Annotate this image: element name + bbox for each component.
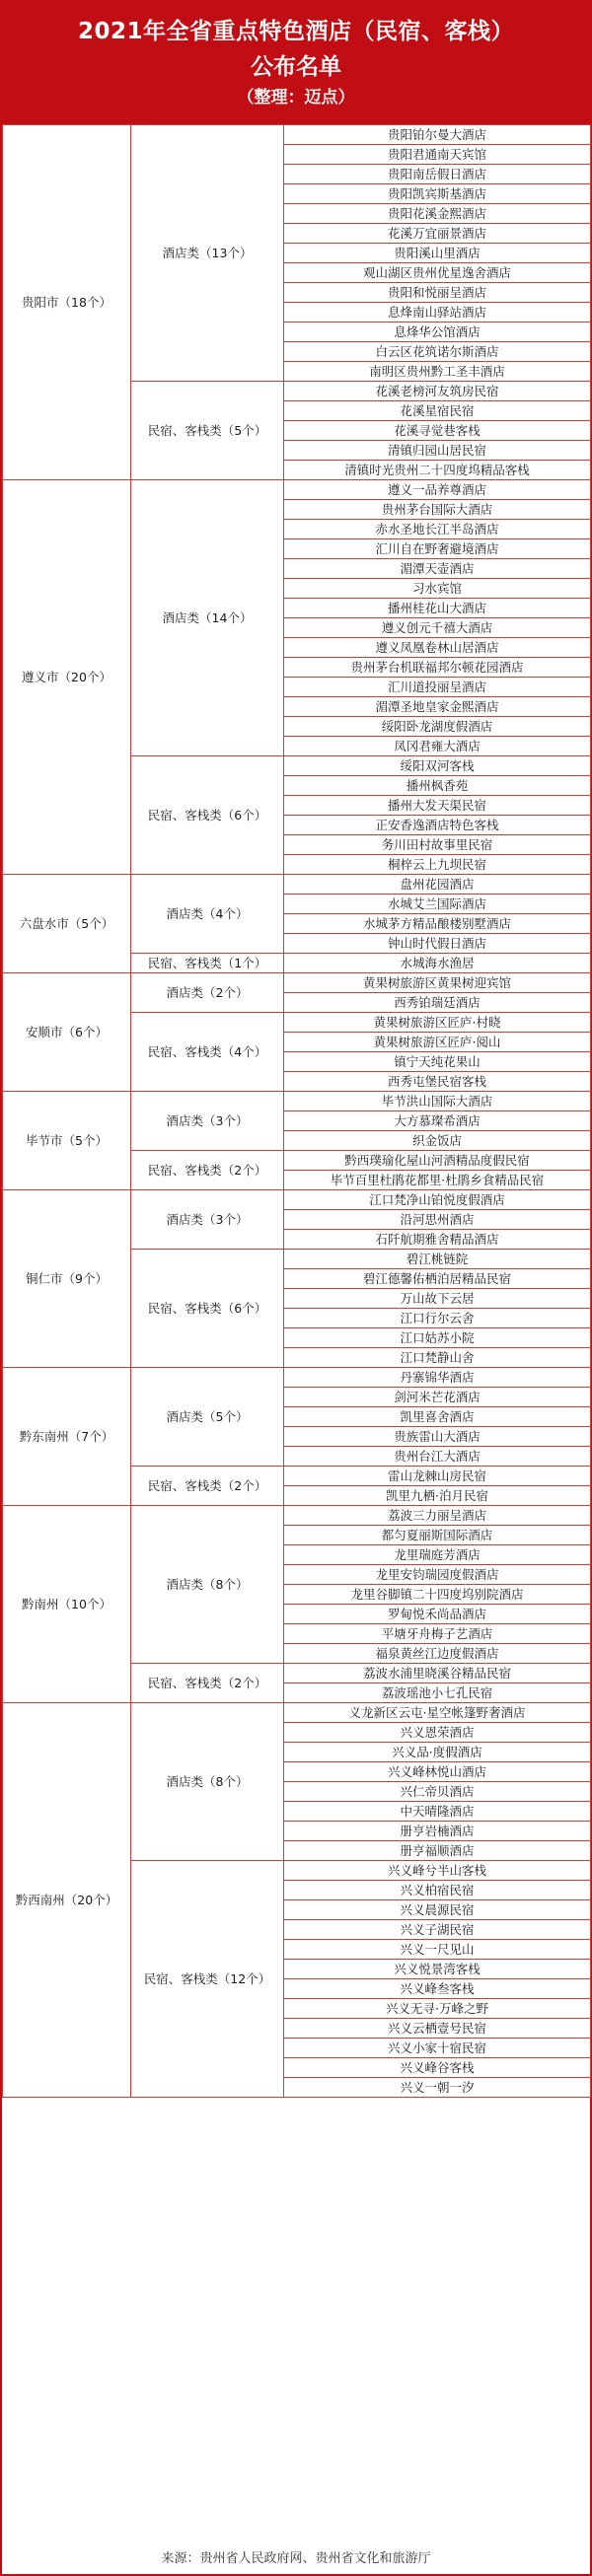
category-cell: 酒店类（3个） — [131, 1092, 284, 1151]
hotel-name-cell: 白云区花筑诺尔斯酒店 — [284, 342, 591, 362]
category-cell: 酒店类（14个） — [131, 480, 284, 756]
hotel-name-cell: 贵州台江大酒店 — [284, 1447, 591, 1467]
hotel-name-cell: 福泉黄丝江边度假酒店 — [284, 1644, 591, 1664]
region-name-cell: 黔南州（10个） — [3, 1506, 131, 1703]
document-title-line2: 公布名单 — [251, 54, 341, 80]
hotel-name-cell: 镇宁天纯花果山 — [284, 1052, 591, 1072]
category-cell: 酒店类（3个） — [131, 1190, 284, 1250]
hotel-name-cell: 正安香逸酒店特色客栈 — [284, 816, 591, 835]
hotel-name-cell: 碧江德馨佑栖泊居精品民宿 — [284, 1269, 591, 1289]
hotel-name-cell: 丹寨锦华酒店 — [284, 1368, 591, 1388]
hotel-name-cell: 播州桂花山大酒店 — [284, 599, 591, 618]
hotel-name-cell: 剑河米芒花酒店 — [284, 1388, 591, 1407]
table-row — [3, 1703, 591, 1723]
hotel-name-cell: 兴义小家十宿民宿 — [284, 2039, 591, 2058]
hotel-name-cell: 息烽华公馆酒店 — [284, 322, 591, 342]
hotel-name-cell: 湄潭圣地皇家金熙酒店 — [284, 697, 591, 717]
table-row — [3, 1368, 591, 1388]
hotel-name-cell: 江口梵净山铂悦度假酒店 — [284, 1190, 591, 1210]
table-row — [3, 1506, 591, 1526]
table-row — [3, 1092, 591, 1111]
hotel-name-cell: 贵族雷山大酒店 — [284, 1427, 591, 1447]
hotel-name-cell: 册亨福顺酒店 — [284, 1841, 591, 1861]
hotel-name-cell: 沿河思州酒店 — [284, 1210, 591, 1230]
hotel-name-cell: 水城海水渔居 — [284, 954, 591, 973]
hotel-name-cell: 花溪寻觉巷客栈 — [284, 421, 591, 441]
hotel-name-cell: 兴义一尺见山 — [284, 1940, 591, 1960]
hotel-name-cell: 兴义悦景湾客栈 — [284, 1960, 591, 1979]
region-name-cell: 安顺市（6个） — [3, 973, 131, 1092]
hotel-name-cell: 习水宾馆 — [284, 579, 591, 599]
document-subtitle: （整理：迈点） — [237, 88, 355, 107]
hotel-name-cell: 兴义无寻·万峰之野 — [284, 1999, 591, 2019]
hotel-name-cell: 兴义品·度假酒店 — [284, 1743, 591, 1762]
hotel-name-cell: 碧江桃链院 — [284, 1250, 591, 1269]
table-row — [3, 875, 591, 894]
category-cell: 民宿、客栈类（12个） — [131, 1861, 284, 2098]
category-cell: 酒店类（13个） — [131, 125, 284, 382]
hotel-name-cell: 龙里瑞庭芳酒店 — [284, 1545, 591, 1565]
hotel-name-cell: 凤冈君雍大酒店 — [284, 737, 591, 756]
hotel-name-cell: 凯里九栖·泊月民宿 — [284, 1486, 591, 1506]
hotel-name-cell: 江口梵静山舍 — [284, 1348, 591, 1368]
hotel-name-cell: 兴义柏宿民宿 — [284, 1881, 591, 1900]
hotel-name-cell: 龙里安钧瑞园度假酒店 — [284, 1565, 591, 1585]
hotel-name-cell: 荔波水浦里晓溪谷精品民宿 — [284, 1664, 591, 1683]
hotel-name-cell: 龙里谷脚镇二十四度坞别院酒店 — [284, 1585, 591, 1605]
hotel-name-cell: 兴义峰兮半山客栈 — [284, 1861, 591, 1881]
hotel-name-cell: 贵阳花溪金熙酒店 — [284, 204, 591, 224]
hotel-name-cell: 黔西璞瑜化屋山河酒精品度假民宿 — [284, 1151, 591, 1171]
document-title: 2021年全省重点特色酒店（民宿、客栈） — [77, 19, 514, 44]
hotel-name-cell: 西秀铂瑞廷酒店 — [284, 993, 591, 1013]
hotel-name-cell: 汇川自在野奢避境酒店 — [284, 539, 591, 559]
hotel-name-cell: 贵阳君通南天宾馆 — [284, 145, 591, 165]
hotel-name-cell: 钟山时代假日酒店 — [284, 934, 591, 954]
hotel-name-cell: 黄果树旅游区黄果树迎宾馆 — [284, 973, 591, 993]
hotel-name-cell: 兴义恩荣酒店 — [284, 1723, 591, 1743]
category-cell: 酒店类（4个） — [131, 875, 284, 954]
title-banner — [2, 2, 590, 124]
hotel-name-cell: 兴义峰叁客栈 — [284, 1979, 591, 1999]
hotel-name-cell: 兴义峰谷客栈 — [284, 2058, 591, 2078]
region-name-cell: 毕节市（5个） — [3, 1092, 131, 1190]
category-cell: 民宿、客栈类（1个） — [131, 954, 284, 973]
hotel-name-cell: 清镇归园山居民宿 — [284, 441, 591, 461]
category-cell: 民宿、客栈类（2个） — [131, 1467, 284, 1506]
category-cell: 民宿、客栈类（6个） — [131, 756, 284, 875]
hotel-name-cell: 江口行尔云舍 — [284, 1309, 591, 1328]
hotel-name-cell: 观山湖区贵州优星逸舍酒店 — [284, 263, 591, 283]
hotel-name-cell: 贵阳凯宾斯基酒店 — [284, 184, 591, 204]
category-cell: 民宿、客栈类（4个） — [131, 1013, 284, 1092]
hotel-name-cell: 绥阳卧龙湖度假酒店 — [284, 717, 591, 737]
hotel-name-cell: 遵义一品养尊酒店 — [284, 480, 591, 500]
hotel-name-cell: 石阡航期雅舍精品酒店 — [284, 1230, 591, 1250]
category-cell: 民宿、客栈类（2个） — [131, 1664, 284, 1703]
hotel-name-cell: 播州枫香苑 — [284, 776, 591, 796]
hotel-name-cell: 织金饭店 — [284, 1131, 591, 1151]
region-name-cell: 遵义市（20个） — [3, 480, 131, 875]
hotel-name-cell: 水城艾兰国际酒店 — [284, 894, 591, 914]
hotel-name-cell: 江口姑苏小院 — [284, 1328, 591, 1348]
category-cell: 民宿、客栈类（6个） — [131, 1250, 284, 1368]
region-name-cell: 黔西南州（20个） — [3, 1703, 131, 2098]
hotel-name-cell: 荔波瑶池小七孔民宿 — [284, 1683, 591, 1703]
hotel-name-cell: 兴义晨源民宿 — [284, 1900, 591, 1920]
hotel-name-cell: 万山故下云居 — [284, 1289, 591, 1309]
hotel-name-cell: 务川田村故事里民宿 — [284, 835, 591, 855]
hotel-name-cell: 水城茅方精品酿楼别墅酒店 — [284, 914, 591, 934]
hotel-name-cell: 中天晴隆酒店 — [284, 1802, 591, 1822]
hotel-name-cell: 贵阳南岳假日酒店 — [284, 165, 591, 184]
hotel-name-cell: 兴义一朝一汐 — [284, 2078, 591, 2098]
hotel-name-cell: 册亨岩楠酒店 — [284, 1822, 591, 1841]
hotel-name-cell: 花溪星宿民宿 — [284, 401, 591, 421]
hotel-name-cell: 息烽南山驿站酒店 — [284, 303, 591, 322]
hotel-name-cell: 兴义云栖壹号民宿 — [284, 2019, 591, 2039]
hotel-name-cell: 花溪万宜丽景酒店 — [284, 224, 591, 244]
hotel-name-cell: 西秀屯堡民宿客栈 — [284, 1072, 591, 1092]
hotel-name-cell: 遵义创元千禧大酒店 — [284, 618, 591, 638]
hotel-name-cell: 播州大发天渠民宿 — [284, 796, 591, 816]
hotel-name-cell: 大方慕璨希酒店 — [284, 1111, 591, 1131]
hotel-name-cell: 盘州花园酒店 — [284, 875, 591, 894]
hotel-name-cell: 花溪老榜河友筑房民宿 — [284, 382, 591, 401]
hotel-name-cell: 兴仁帝贝酒店 — [284, 1782, 591, 1802]
table-row — [3, 973, 591, 993]
category-cell: 酒店类（8个） — [131, 1506, 284, 1664]
region-name-cell: 贵阳市（18个） — [3, 125, 131, 480]
region-name-cell: 铜仁市（9个） — [3, 1190, 131, 1368]
hotel-name-cell: 毕节百里杜鹃花都里·杜鹃乡食精品民宿 — [284, 1171, 591, 1190]
hotel-name-cell: 贵阳和悦丽呈酒店 — [284, 283, 591, 303]
table-row — [3, 125, 591, 145]
hotel-name-cell: 黄果树旅游区匠庐·阅山 — [284, 1033, 591, 1052]
hotel-name-cell: 遵义凤凰卷林山居酒店 — [284, 638, 591, 658]
hotel-name-cell: 贵阳溪山里酒店 — [284, 244, 591, 263]
hotel-name-cell: 赤水圣地长江半岛酒店 — [284, 520, 591, 539]
source-footer: 来源：贵州省人民政府网、贵州省文化和旅游厅 — [161, 2551, 431, 2566]
hotel-name-cell: 南明区贵州黔工圣丰酒店 — [284, 362, 591, 382]
hotel-name-cell: 贵阳铂尔曼大酒店 — [284, 125, 591, 145]
hotel-name-cell: 清镇时光贵州二十四度坞精品客栈 — [284, 461, 591, 480]
hotel-name-cell: 平塘牙舟梅子艺酒店 — [284, 1624, 591, 1644]
hotel-name-cell: 都匀夏丽斯国际酒店 — [284, 1526, 591, 1545]
hotel-name-cell: 湄潭天壶酒店 — [284, 559, 591, 579]
category-cell: 酒店类（8个） — [131, 1703, 284, 1861]
hotel-name-cell: 凯里喜舍酒店 — [284, 1407, 591, 1427]
hotel-name-cell: 绥阳双河客栈 — [284, 756, 591, 776]
table-row — [3, 480, 591, 500]
region-name-cell: 黔东南州（7个） — [3, 1368, 131, 1506]
table-row — [3, 1190, 591, 1210]
hotel-name-cell: 雷山龙棘山房民宿 — [284, 1467, 591, 1486]
hotel-name-cell: 兴义子湖民宿 — [284, 1920, 591, 1940]
hotel-name-cell: 贵州茅台机联福邦尔顿花园酒店 — [284, 658, 591, 678]
hotel-name-cell: 黄果树旅游区匠庐·村晓 — [284, 1013, 591, 1033]
hotel-name-cell: 毕节洪山国际大酒店 — [284, 1092, 591, 1111]
category-cell: 酒店类（2个） — [131, 973, 284, 1013]
hotel-list-table — [2, 124, 591, 2098]
hotel-name-cell: 荔波三力丽呈酒店 — [284, 1506, 591, 1526]
hotel-name-cell: 贵州茅台国际大酒店 — [284, 500, 591, 520]
hotel-name-cell: 汇川道投丽呈酒店 — [284, 678, 591, 697]
hotel-name-cell: 兴义峰林悦山酒店 — [284, 1762, 591, 1782]
hotel-name-cell: 义龙新区云屯·星空帐篷野奢酒店 — [284, 1703, 591, 1723]
hotel-name-cell: 罗甸悦禾尚品酒店 — [284, 1605, 591, 1624]
category-cell: 民宿、客栈类（2个） — [131, 1151, 284, 1190]
hotel-name-cell: 桐梓云上九坝民宿 — [284, 855, 591, 875]
category-cell: 民宿、客栈类（5个） — [131, 382, 284, 480]
category-cell: 酒店类（5个） — [131, 1368, 284, 1467]
region-name-cell: 六盘水市（5个） — [3, 875, 131, 973]
